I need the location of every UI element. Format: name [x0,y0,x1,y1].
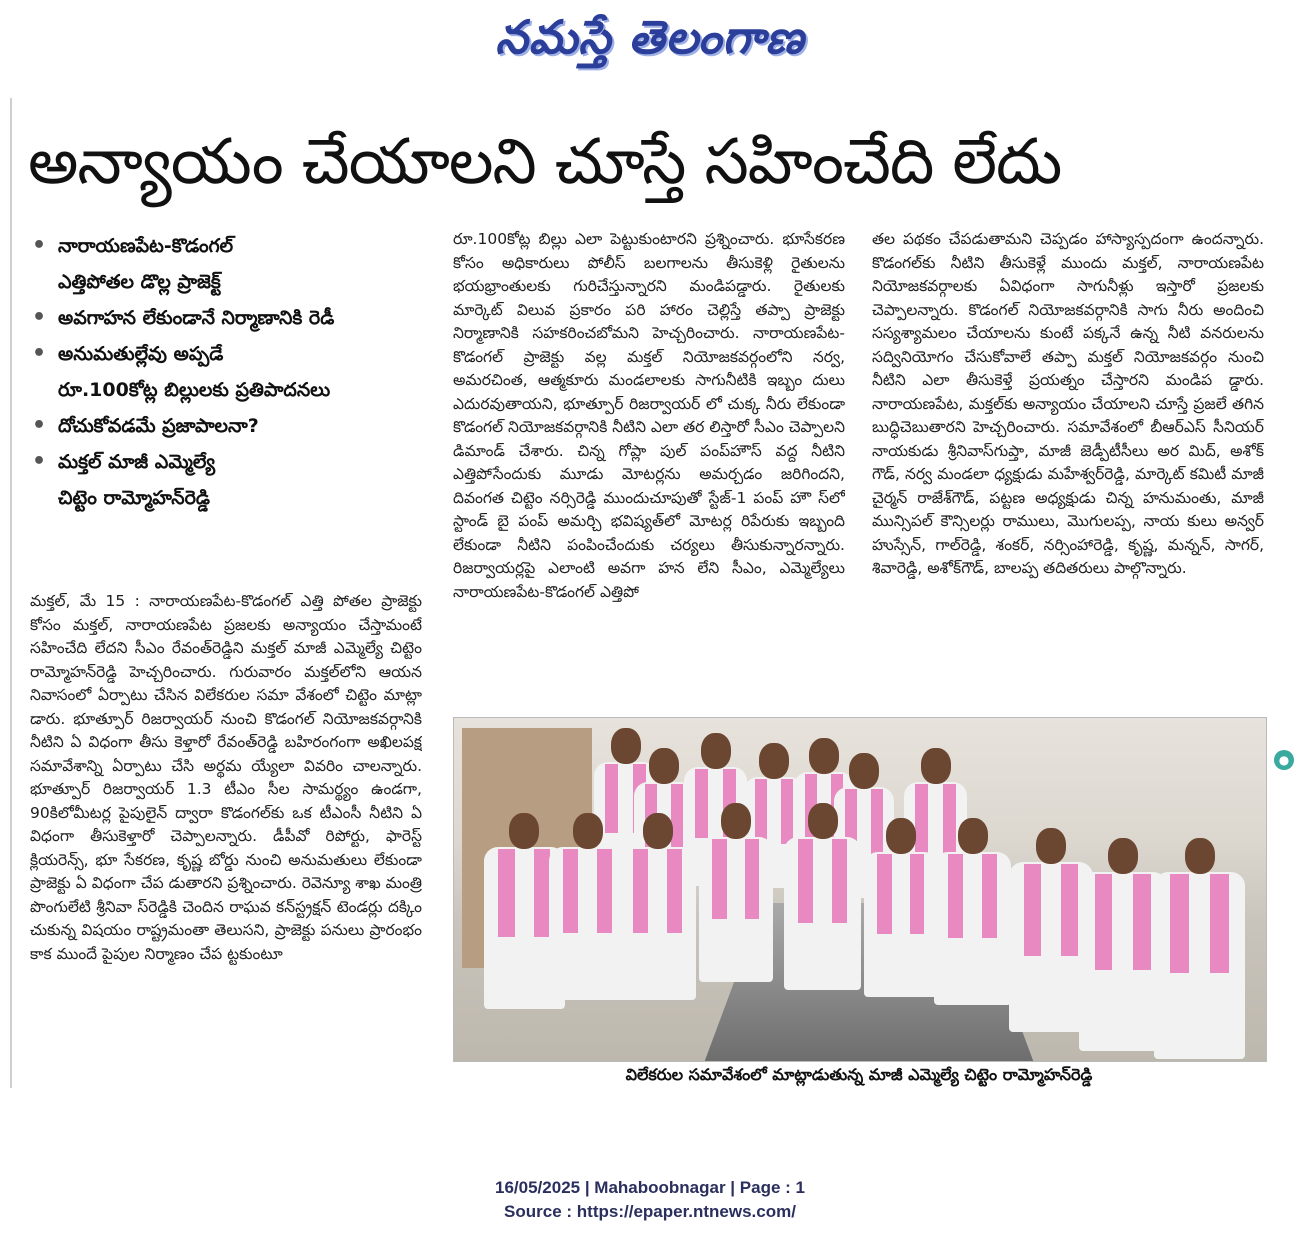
photo-person [864,818,938,997]
bullet-dot-icon: • [32,449,47,474]
bullet-item [28,444,418,480]
bullet-item-continuation [28,264,418,300]
photo-person [1154,838,1245,1059]
bullet-text: అవగాహన లేకుండానే నిర్మాణానికి రెడీ [58,300,334,336]
photo-person [784,803,861,990]
bullet-dot-icon: • [32,305,47,330]
masthead-title: నమస్తే తెలంగాణ [495,10,805,64]
bullet-item [28,336,418,372]
bullet-item-continuation [28,480,418,516]
photo-person [934,818,1011,1005]
bullet-text: మక్తల్ మాజీ ఎమ్మెల్యే [58,451,216,473]
bullet-text: అనుమతుల్లేవు అప్పడే [58,343,224,365]
page-tool-icon[interactable]: ● [1274,750,1294,770]
article-column-2: రూ.100కోట్ల బిల్లు ఎలా పెట్టుకుంటారని ప్రశ్నించారు. భూసేకరణ కోసం అధికారులు పోలీస్ బలగాలను తీసుకెళ్లి రైతులను భయభ్రాంతులకు గురిచేస్తున్నారని మండిపడ్డారు. రైతులకు మార్కెట్ విలువ ప్రకారం పరి హారం చెల్లిస్తే తప్పా ప్రాజెక్టు నిర్మాణానికి సహకరించబోమని హెచ్చరించారు. నారాయణపేట-కొడంగల్ ప్రాజెక్టు వల్ల మక్తల్ నియోజకవర్గంలోని నర్వ, అమరచింత, ఆత్మకూరు మండలాలకు సాగునీటికి ఇబ్బం దులు ఎదురవుతాయని, భూత్పూర్ రిజర్వాయర్ లో చుక్క నీరు లేకుండా కొడంగల్ నియోజకవర్గానికి నీటిని ఎలా తర లిస్తారో సీఎం చెప్పాలని డిమాండ్ చేశారు. చిన్న గోప్లా పుల్ పంప్‌హౌస్ వద్ద నీటిని ఎత్తిపోసేందుకు మూడు మోటర్లను అమర్చడం జరిగిందని, దివంగత చిట్టెం నర్సిరెడ్డి ముందుచూపుతో స్టేజ్-1 పంప్ హౌ స్‌లో స్టాండ్ బై పంప్ అమర్చి భవిష్యత్‌లో మోటర్ల రిపేరుకు ఇబ్బంది లేకుండా నీటిని పంపించేందుకు చర్యలు తీసుకున్నారన్నారు. రిజర్వాయర్లపై ఎలాంటి అవగా హన లేని సీఎం, ఎమ్మెల్యేలు నారాయణపేట-కొడంగల్ ఎత్తిపో [453,230,845,601]
bullet-text: ఎత్తిపోతల డొల్ల ప్రాజెక్ట్ [58,264,221,300]
left-margin-rule [10,98,12,1088]
photo-person [699,803,773,982]
bullet-text: రూ.100కోట్ల బిల్లులకు ప్రతిపాదనలు [58,372,330,408]
bullet-item-continuation [28,372,418,408]
footer-source-link[interactable]: Source : https://epaper.ntnews.com/ [504,1202,796,1221]
bullet-dot-icon: • [32,413,47,438]
newspaper-masthead [420,10,880,76]
bullet-text: చిట్టెం రామ్మోహన్‌రెడ్డి [58,480,210,516]
footer-date-edition: 16/05/2025 | Mahaboobnagar | Page : 1 [495,1178,805,1197]
article-column-1: మక్తల్, మే 15 : నారాయణపేట-కొడంగల్ ఎత్తి పోతల ప్రాజెక్టు కోసం మక్తల్, నారాయణపేట ప్రజలకు అన్యాయం చేస్తామంటే సహించేది లేదని సీఎం రేవంత్‌రెడ్డిని మక్తల్ మాజీ ఎమ్మెల్యే చిట్టెం రామ్మోహన్‌రెడ్డి హెచ్చరించారు. గురువారం మక్తల్‌లోని ఆయన నివాసంలో ఏర్పాటు చేసిన విలేకరుల సమా వేశంలో చిట్టెం మాట్లా డారు. భూత్పూర్ రిజర్వాయర్ నుంచి కొడంగల్ నియోజకవర్గానికి నీటిని ఏ విధంగా తీసు కెళ్తారో రేవంత్‌రెడ్డి బహిరంగంగా అఖిలపక్ష సమావేశాన్ని ఏర్పాటు చేసి అర్థమ య్యేలా వివరిం చాలన్నారు. భూత్పూర్ రిజర్వాయర్ 1.3 టీఎం సీల సామర్థ్యం ఉండగా, 90కిలోమీటర్ల పైపులైన్ ద్వారా కొడంగల్‌కు ఒక టీఎంసీ నీటిని ఏ విధంగా తీసుకెళ్తారో చెప్పాలన్నారు. డీపీవో రిపోర్టు, ఫారెస్ట్ క్లియరెన్స్, భూ సేకరణ, కృష్ణ బోర్డు నుంచి అనుమతులు లేకుండా ప్రాజెక్టు ఏ విధంగా చేప డుతారని ప్రశ్నించారు. రెవెన్యూ శాఖ మంత్రి పొంగులేటి శ్రీనివా స్‌రెడ్డికి చెందిన రాఘవ కన్‌స్ట్రక్షన్ టెండర్లు దక్కిం చుకున్న విషయం రాష్ట్రమంతా తెలుసని, ప్రాజెక్టు పనులు ప్రారంభం కాక ముందే పైపుల నిర్మాణం చేప ట్టకుంటూ [30,592,422,963]
bullet-item [28,300,418,336]
press-meet-photo [453,717,1267,1062]
bullet-dot-icon: • [32,233,47,258]
article-column-3: తల పథకం చేపడుతామని చెప్పడం హాస్యాస్పదంగా ఉందన్నారు. కొడంగల్‌కు నీటిని తీసుకెళ్లే ముందు మక్తల్, నారాయణపేట నియోజకవర్గాలకు ఏవిధంగా సాగునీళ్లు ఇస్తారో ప్రజలకు చెప్పాలన్నారు. కొడంగల్ నియోజకవర్గానికి సాగు నీరు అందించి సస్యశ్యామలం చేయాలను కుంటే పక్కనే ఉన్న నీటి వనరులను సద్వినియోగం చేసుకోవాలే తప్పా మక్తల్ నియోజకవర్గం నుంచి నీటిని ఎలా తీసుకెళ్తే ప్రయత్నం చేస్తారని మండిప డ్డారు. నారాయణపేట, మక్తల్‌కు అన్యాయం చేయాలని చూస్తే ప్రజలే తగిన బుద్ధిచెబుతారని హెచ్చరించారు. సమావేశంలో బీఆర్‌ఎస్ సీనియర్ నాయకుడు శ్రీనివాస్‌గుప్తా, మాజీ జెడ్పీటీసీలు అర మిద్, అశోక్ గౌడ్, నర్వ మండలా ధ్యక్షుడు మహేశ్వర్‌రెడ్డి, మార్కెట్ కమిటీ మాజీ చైర్మన్ రాజేశ్‌గౌడ్, పట్టణ అధ్యక్షుడు చిన్న హనుమంతు, మాజీ మున్సిపల్ కౌన్సిలర్లు రాములు, మొగులప్ప, నాయ కులు అన్వర్ హుస్సేన్, గాల్‌రెడ్డి, శంకర్, నర్సింహారెడ్డి, కృష్ణ, మన్నన్, సాగర్, శివారెడ్డి, అశోక్‌గౌడ్, బాలప్ప తదితరులు పాల్గొన్నారు. [872,230,1264,577]
photo-person [549,813,626,1000]
article-headline: అన్యాయం చేయాలని చూస్తే సహించేది లేదు [28,125,1062,198]
page-footer [0,1176,1300,1224]
photo-person [619,813,696,1000]
highlight-bullets [28,228,418,516]
bullet-item [28,228,418,264]
bullet-text: నారాయణపేట-కొడంగల్ [58,235,234,257]
bullet-item [28,408,418,444]
bullet-dot-icon: • [32,341,47,366]
photo-caption: విలేకరుల సమావేశంలో మాట్లాడుతున్న మాజీ ఎమ్మెల్యే చిట్టెం రామ్మోహన్‌రెడ్డి [625,1065,1093,1084]
bullet-text: దోచుకోవడమే ప్రజాపాలనా? [58,408,259,444]
